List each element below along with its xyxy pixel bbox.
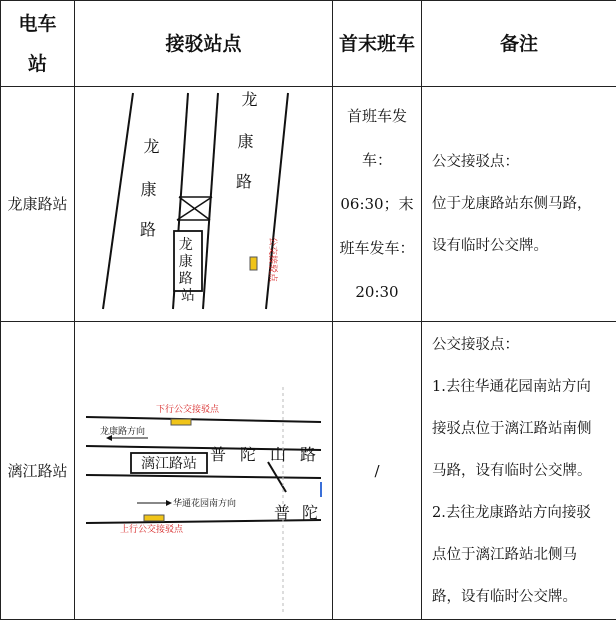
station-box-char: 路 <box>178 271 192 287</box>
first-bus-text: 首班车发车：06:30； <box>340 107 407 213</box>
remark-cell <box>422 322 616 620</box>
remark-text <box>422 141 616 267</box>
crosswalk-line <box>177 197 212 220</box>
bus-stop-icon <box>250 257 257 270</box>
remark-line: 设有临时公交牌。 <box>432 225 610 267</box>
station-box-char: 站 <box>181 287 195 304</box>
station-cell <box>1 322 75 620</box>
header-transfer-stop <box>75 1 333 87</box>
header-transfer-stop-label: 接驳站点 <box>75 22 332 66</box>
lijiang-map <box>76 322 332 615</box>
header-first-last <box>333 1 422 87</box>
schedule-cell <box>333 322 422 620</box>
station-box-char: 康 <box>178 253 192 270</box>
station-name: 龙康路站 <box>8 179 68 229</box>
bus-stop-icon <box>144 515 164 521</box>
road-edge-line <box>103 93 133 309</box>
bus-stop-icon <box>171 419 191 425</box>
station-cell <box>1 87 75 322</box>
direction-left-label: 龙康路方向 <box>100 425 145 437</box>
direction-right-label: 华通花园南方向 <box>173 497 236 509</box>
road-name-putuo-bottom: 普陀 <box>274 503 330 522</box>
remark-line: 1.去往华通花园南站方向 <box>432 366 610 408</box>
remark-line: 位于龙康路站东侧马路， <box>432 183 610 225</box>
schedule-cell <box>333 87 422 322</box>
station-box-char: 龙 <box>178 236 192 253</box>
table-row <box>1 87 616 322</box>
station-name: 漓江路站 <box>8 446 68 496</box>
down-stop-label: 下行公交接驳点 <box>156 403 220 415</box>
map-cell <box>75 87 333 322</box>
schedule-text <box>337 94 417 314</box>
header-first-last-label: 首末班车 <box>333 22 421 66</box>
remark-line: 马路，设有临时公交牌。 <box>432 450 610 492</box>
table-row <box>1 322 616 620</box>
road-name-putuo-top: 普陀山路 <box>210 445 330 464</box>
bus-stop-label: 公交接驳点 <box>267 237 279 283</box>
road-name-right: 龙 康 路 <box>235 90 262 191</box>
up-stop-label: 上行公交接驳点 <box>120 523 184 535</box>
remark-line: 点位于漓江路站北侧马 <box>432 534 610 576</box>
longkang-map <box>76 87 332 317</box>
remark-line: 公交接驳点： <box>432 324 610 366</box>
remark-line: 2.去往龙康路站方向接驳 <box>432 492 610 534</box>
remark-line: 接驳点位于漓江路站南侧 <box>432 408 610 450</box>
schedule-text: / <box>374 462 379 480</box>
remark-cell <box>422 87 616 322</box>
header-row <box>1 1 616 87</box>
header-remarks-label: 备注 <box>422 22 616 66</box>
road-edge-line <box>86 417 321 422</box>
header-remarks <box>422 1 616 87</box>
last-bus-text: 末班车发车：20:30 <box>339 195 414 301</box>
road-edge-line <box>86 475 321 478</box>
road-name-left: 龙 康 路 <box>139 137 164 239</box>
station-box-label: 漓江路站 <box>141 455 197 472</box>
map-cell <box>75 322 333 620</box>
remark-text <box>422 324 616 618</box>
arrow-right-icon <box>166 500 172 506</box>
remark-line: 路，设有临时公交牌。 <box>432 576 610 618</box>
header-station <box>1 1 75 87</box>
header-station-label: 电车站 <box>18 4 58 84</box>
remark-line: 公交接驳点： <box>432 141 610 183</box>
